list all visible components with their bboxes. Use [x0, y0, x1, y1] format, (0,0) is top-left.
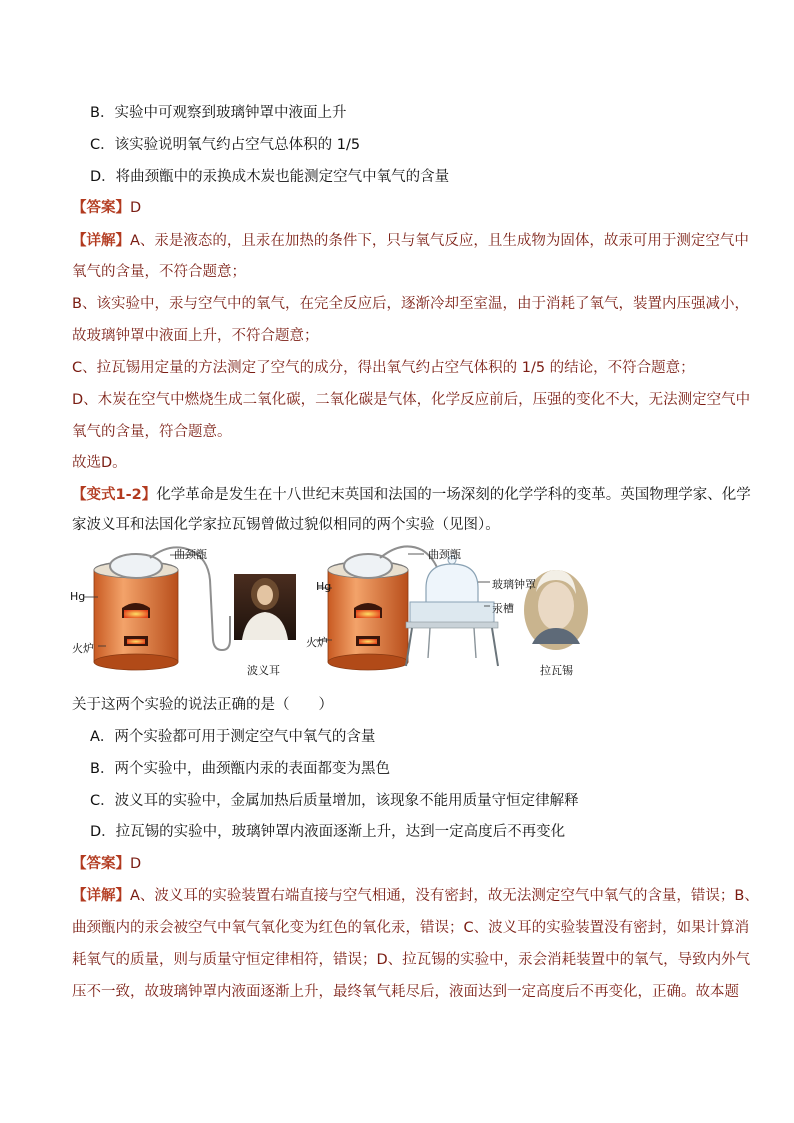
- answer-value: D: [130, 200, 142, 216]
- detail-tag: 【详解】: [72, 233, 130, 249]
- label-boyle: 波义耳: [247, 664, 280, 677]
- answer-tag: 【答案】: [72, 200, 130, 216]
- q2-detail-line-2: 曲颈甑内的汞会被空气中氧气氧化变为红色的氧化汞，错误；C、波义耳的实验装置没有密封，如果计算消: [72, 920, 750, 936]
- experiment-figure: [70, 540, 670, 680]
- q1-detail-line-6: D、木炭在空气中燃烧生成二氧化碳，二氧化碳是气体，化学反应前后，压强的变化不大，无法测定空气中: [72, 392, 751, 408]
- q2-detail-line-1: 【详解】A、波义耳的实验装置右端直接与空气相通，没有密封，故无法测定空气中氧气的含量，错误；B、: [72, 888, 759, 904]
- q1-detail-line-4: 故玻璃钟罩中液面上升，不符合题意；: [72, 328, 319, 344]
- q2-option-a: A．两个实验都可用于测定空气中氧气的含量: [90, 729, 376, 745]
- q1-detail-line-8: 故选D。: [72, 455, 127, 471]
- label-retort: 曲颈甑: [174, 548, 207, 561]
- q2-stem-line-2: 家波义耳和法国化学家拉瓦锡曾做过貌似相同的两个实验（见图）。: [72, 517, 500, 533]
- q1-option-d: D．将曲颈甑中的汞换成木炭也能测定空气中氧气的含量: [90, 169, 450, 185]
- q1-answer: [72, 198, 141, 218]
- q1-detail-line-1: 【详解】A、汞是液态的，且汞在加热的条件下，只与氧气反应，且生成物为固体，故汞可用于测定空气中: [72, 233, 749, 249]
- label-hg-2: Hg: [316, 580, 332, 593]
- q2-stem-line-1: 【变式1-2】化学革命是发生在十八世纪末英国和法国的一场深刻的化学学科的变革。英国物理学家、化学: [72, 487, 751, 503]
- q2-option-b: B．两个实验中，曲颈甑内汞的表面都变为黑色: [90, 761, 390, 777]
- q2-option-c: C．波义耳的实验中，金属加热后质量增加，该现象不能用质量守恒定律解释: [90, 793, 579, 809]
- q1-option-b: B．实验中可观察到玻璃钟罩中液面上升: [90, 105, 347, 121]
- q1-detail-line-3: B、该实验中，汞与空气中的氧气，在完全反应后，逐渐冷却至室温，由于消耗了氧气，装置内压强减小，: [72, 296, 749, 312]
- q2-answer: [72, 854, 141, 874]
- q1-detail-line-5: C、拉瓦锡用定量的方法测定了空气的成分，得出氧气约占空气体积的 1/5 的结论，不符合题意；: [72, 360, 695, 376]
- label-furnace: 火炉: [72, 642, 94, 655]
- q2-question: 关于这两个实验的说法正确的是（ ）: [72, 697, 333, 713]
- label-lavoisier: 拉瓦锡: [540, 664, 573, 677]
- experiment-drawing: [70, 540, 670, 680]
- label-furnace-2: 火炉: [306, 636, 328, 649]
- label-hg: Hg: [70, 590, 86, 603]
- q2-detail-line-3: 耗氧气的质量，则与质量守恒定律相符，错误；D、拉瓦锡的实验中，汞会消耗装置中的氧气，导致内外气: [72, 952, 751, 968]
- bell-jar-apparatus: [406, 556, 498, 666]
- label-bell-jar: 玻璃钟罩: [492, 578, 536, 591]
- answer-value: D: [130, 856, 142, 872]
- detail-tag: 【详解】: [72, 888, 130, 904]
- boyle-portrait: [234, 574, 296, 640]
- label-retort-2: 曲颈甑: [428, 548, 461, 561]
- q1-detail-line-7: 氧气的含量，符合题意。: [72, 424, 232, 440]
- label-trough: 汞槽: [492, 602, 514, 615]
- variant-tag: 【变式1-2】: [72, 487, 157, 503]
- q2-option-d: D．拉瓦锡的实验中，玻璃钟罩内液面逐渐上升，达到一定高度后不再变化: [90, 824, 566, 840]
- q1-option-c: C．该实验说明氧气约占空气总体积的 1/5: [90, 137, 361, 153]
- q1-detail-line-2: 氧气的含量，不符合题意；: [72, 264, 246, 280]
- answer-tag: 【答案】: [72, 856, 130, 872]
- q2-detail-line-4: 压不一致，故玻璃钟罩内液面逐渐上升，最终氧气耗尽后，液面达到一定高度后不再变化，正确。故本题: [72, 984, 739, 1000]
